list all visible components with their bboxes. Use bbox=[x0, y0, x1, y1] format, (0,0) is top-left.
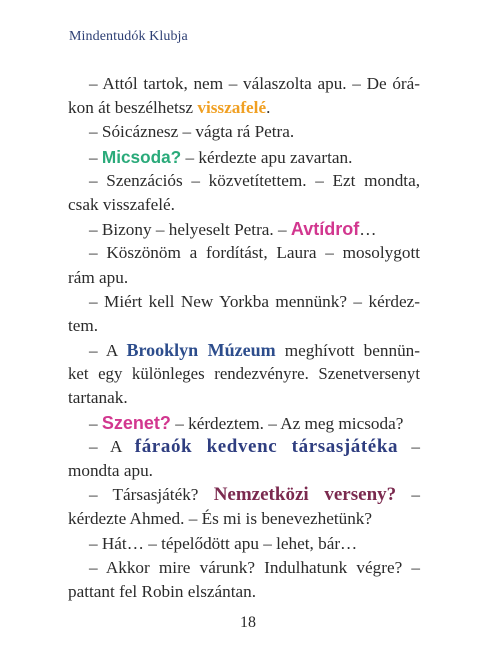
text-line: csak visszafelé. bbox=[68, 194, 175, 214]
text-run: – bbox=[398, 436, 421, 456]
text-run: – A bbox=[89, 436, 135, 456]
highlight-brooklyn-muzeum: Brooklyn Múzeum bbox=[126, 340, 276, 361]
text-line: – Miért kell New Yorkba mennünk? – kérdez- bbox=[89, 291, 420, 311]
body-text bbox=[68, 72, 420, 604]
text-run: … bbox=[359, 220, 377, 240]
text-line: – Akkor mire várunk? Indulhatunk végre? – bbox=[89, 557, 420, 577]
highlight-visszafele: visszafelé bbox=[197, 98, 267, 118]
text-run: – bbox=[89, 413, 102, 433]
text-line: kérdezte Ahmed. – És mi is benevezhetünk? bbox=[68, 509, 373, 529]
page-number: 18 bbox=[240, 614, 256, 631]
text-line: – Attól tartok, nem – válaszolta apu. – De órá- bbox=[89, 74, 420, 93]
highlight-avtidrof: Avtídrof bbox=[290, 219, 360, 240]
text-line bbox=[68, 435, 420, 459]
text-run: . bbox=[266, 98, 271, 118]
running-head: Mindentudók Klubja bbox=[69, 29, 188, 44]
text-run: – bbox=[89, 147, 102, 167]
text-line: – Sóicáznesz – vágta rá Petra. bbox=[89, 122, 295, 142]
text-run: – kérdezte apu zavartan. bbox=[181, 147, 353, 167]
highlight-micsoda: Micsoda? bbox=[101, 146, 182, 167]
text-line bbox=[68, 483, 420, 507]
text-line: – Hát… – tépelődött apu – lehet, bár… bbox=[89, 533, 358, 553]
text-run: – kérdeztem. – Az meg micsoda? bbox=[170, 413, 404, 433]
text-run: kon át beszélhetsz bbox=[68, 98, 198, 118]
text-line: tartanak. bbox=[68, 388, 128, 408]
text-line: ket egy különleges rendezvényre. Szenetversenyt bbox=[68, 364, 420, 384]
text-run: meghívott bennün- bbox=[275, 341, 420, 361]
text-run: – Társasjáték? bbox=[89, 485, 214, 505]
text-line: – Köszönöm a fordítást, Laura – mosolygott bbox=[89, 243, 420, 263]
text-run: – Bizony – helyeselt Petra. – bbox=[89, 220, 291, 240]
text-line bbox=[68, 145, 420, 169]
text-line bbox=[68, 96, 420, 120]
text-line: rám apu. bbox=[68, 267, 129, 287]
highlight-szenet: Szenet? bbox=[101, 412, 171, 433]
text-run: – bbox=[396, 485, 420, 505]
text-line bbox=[68, 217, 420, 241]
text-line bbox=[68, 338, 420, 362]
text-line: tem. bbox=[68, 315, 99, 335]
text-line bbox=[68, 411, 420, 435]
highlight-faraok: fáraók kedvenc társasjátéka bbox=[134, 435, 399, 457]
text-line: – Szenzációs – közvetítettem. – Ezt mondta, bbox=[89, 170, 420, 190]
text-line: pattant fel Robin elszántan. bbox=[68, 581, 257, 601]
text-line: mondta apu. bbox=[68, 461, 153, 480]
text-run: – A bbox=[89, 341, 127, 361]
highlight-nemzetkozi-verseny: Nemzetközi verseny? bbox=[213, 484, 397, 506]
